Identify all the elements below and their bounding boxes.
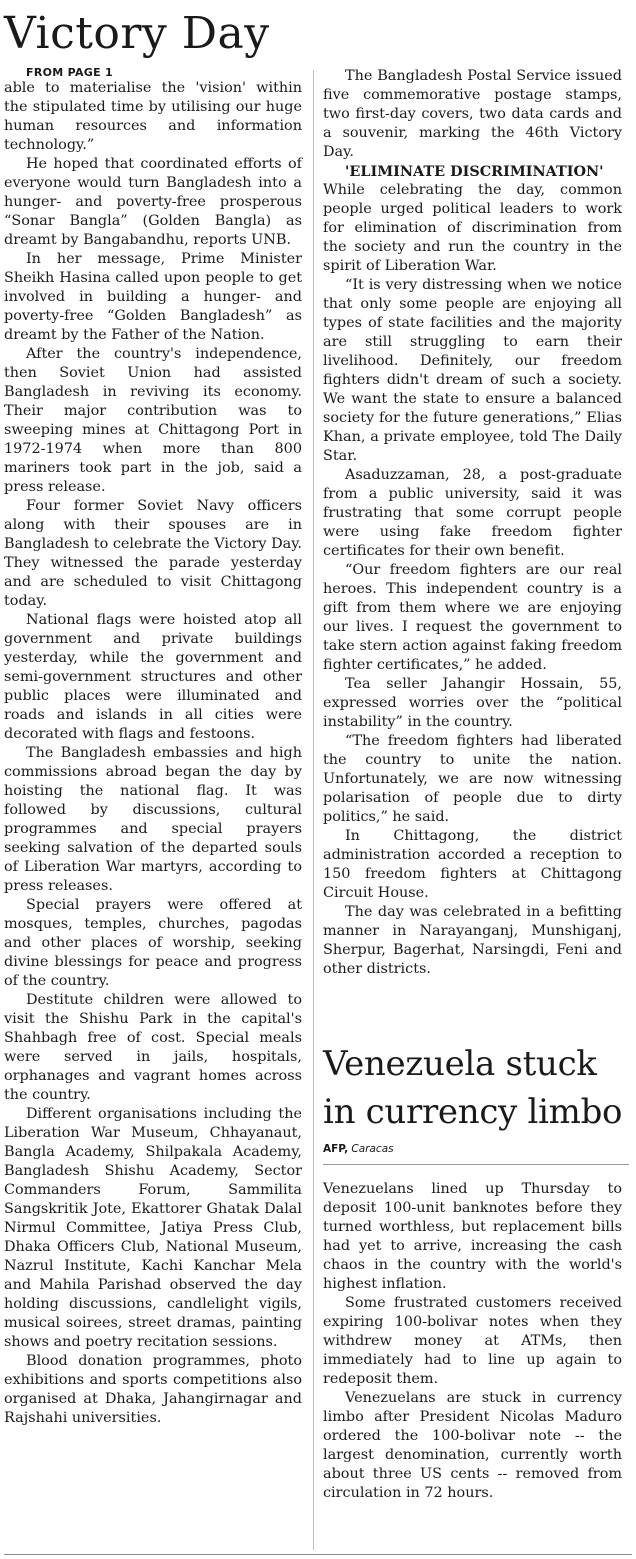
article-paragraph: Venezuelans are stuck in currency limbo after President Nicolas Maduro ordered the 100-bolivar note -- the largest denomination, currently worth about three US cents -- removed from circulation in 72 hours. — [323, 1390, 622, 1501]
headline-victory-day: Victory Day — [4, 8, 270, 59]
column-divider — [313, 70, 314, 1550]
victory-day-right-column — [323, 67, 622, 979]
page-bottom-rule — [4, 1554, 632, 1555]
byline-agency: AFP, — [323, 1143, 349, 1155]
byline — [323, 1142, 622, 1156]
article-paragraph: He hoped that coordinated efforts of everyone would turn Bangladesh into a hunger- and poverty-free prosperous “Sonar Bangla” (Golden Bangla) as dreamt by Bangabandhu, reports UNB. — [4, 156, 302, 248]
article-paragraph: The Bangladesh Postal Service issued five commemorative postage stamps, two first-day covers, two data cards and a souvenir, marking the 46th Victory Day. — [323, 68, 622, 160]
article-paragraph: “It is very distressing when we notice that only some people are enjoying all types of state facilities and the majority are still struggling to earn their livelihood. Definitely, our freedom fighters didn't dream of such a society. We want the state to ensure a balanced society for the future generations,” Elias Khan, a private employee, told The Daily Star. — [323, 277, 622, 464]
subhead-eliminate-discrimination: 'ELIMINATE DISCRIMINATION' — [345, 163, 604, 180]
article-paragraph: “Our freedom fighters are our real heroes. This independent country is a gift from them where we are enjoying our lives. I request the government to take stern action against faking freedom fighter certificates,” he added. — [323, 562, 622, 673]
article-paragraph: The Bangladesh embassies and high commissions abroad began the day by hoisting the national flag. It was followed by discussions, cultural programmes and special prayers seeking salvation of the departed souls of Liberation War martyrs, according to press releases. — [4, 745, 302, 894]
article-paragraph: Four former Soviet Navy officers along with their spouses are in Bangladesh to celebrate the Victory Day. They witnessed the parade yesterday and are scheduled to visit Chittagong today. — [4, 498, 302, 609]
article-paragraph: Asaduzzaman, 28, a post-graduate from a public university, said it was frustrating that some corrupt people were using fake freedom fighter certificates for their own benefit. — [323, 467, 622, 559]
article-paragraph: In Chittagong, the district administration accorded a reception to 150 freedom fighters at Chittagong Circuit House. — [323, 828, 622, 901]
byline-rule — [323, 1164, 629, 1165]
article-paragraph: Blood donation programmes, photo exhibitions and sports competitions also organised at Dhaka, Jahangirnagar and Rajshahi universities. — [4, 1353, 302, 1426]
article-paragraph: Tea seller Jahangir Hossain, 55, expressed worries over the “political instability” in the country. — [323, 676, 622, 730]
article-paragraph: Different organisations including the Liberation War Museum, Chhayanaut, Bangla Academy, Shilpakala Academy, Bangladesh Shishu Academy, Sector Commanders Forum, Sammilita Sangskritik Jote, Ekattorer Ghatak Dalal Nirmul Committee, Jatiya Press Club, Dhaka Officers Club, National Museum, Nazrul Institute, Kachi Kanchar Mela and Mahila Parishad observed the day holding discussions, candlelight vigils, musical soirees, street dramas, painting shows and poetry recitation sessions. — [4, 1106, 302, 1350]
venezuela-column — [323, 1180, 622, 1503]
article-paragraph: The day was celebrated in a befitting manner in Narayanganj, Munshiganj, Sherpur, Bagerhat, Narsingdi, Feni and other districts. — [323, 904, 622, 977]
victory-day-left-column — [4, 67, 302, 1428]
from-page-label: FROM PAGE 1 — [26, 66, 114, 79]
article-paragraph: “The freedom fighters had liberated the country to unite the nation. Unfortunately, we are now witnessing polarisation of people due to dirty politics,” he said. — [323, 733, 622, 825]
byline-place: Caracas — [351, 1143, 394, 1155]
article-paragraph: able to materialise the 'vision' within the stipulated time by utilising our huge human resources and information technology.” — [4, 80, 302, 153]
article-paragraph: Venezuelans lined up Thursday to deposit 100-unit banknotes before they turned worthless, but replacement bills had yet to arrive, increasing the cash chaos in the country with the world's highest inflation. — [323, 1181, 622, 1292]
article-paragraph: After the country's independence, then Soviet Union had assisted Bangladesh in reviving its economy. Their major contribution was to sweeping mines at Chittagong Port in 1972-1974 when more than 800 mariners took part in the job, said a press release. — [4, 346, 302, 495]
headline-venezuela: Venezuela stuck in currency limbo — [323, 1044, 623, 1132]
article-paragraph: National flags were hoisted atop all government and private buildings yesterday, while the government and semi-government structures and other public places were illuminated and roads and islands in all cities were decorated with flags and festoons. — [4, 612, 302, 742]
article-paragraph: While celebrating the day, common people urged political leaders to work for elimination of discrimination from the society and run the country in the spirit of Liberation War. — [323, 182, 622, 274]
article-paragraph: Some frustrated customers received expiring 100-bolivar notes when they withdrew money at ATMs, then immediately had to line up again to redeposit them. — [323, 1295, 622, 1387]
article-paragraph: In her message, Prime Minister Sheikh Hasina called upon people to get involved in building a hunger- and poverty-free “Golden Bangladesh” as dreamt by the Father of the Nation. — [4, 251, 302, 343]
article-paragraph: Destitute children were allowed to visit the Shishu Park in the capital's Shahbagh free of cost. Special meals were served in jails, hospitals, orphanages and vagrant homes across the country. — [4, 992, 302, 1103]
article-paragraph: Special prayers were offered at mosques, temples, churches, pagodas and other places of worship, seeking divine blessings for peace and progress of the country. — [4, 897, 302, 989]
